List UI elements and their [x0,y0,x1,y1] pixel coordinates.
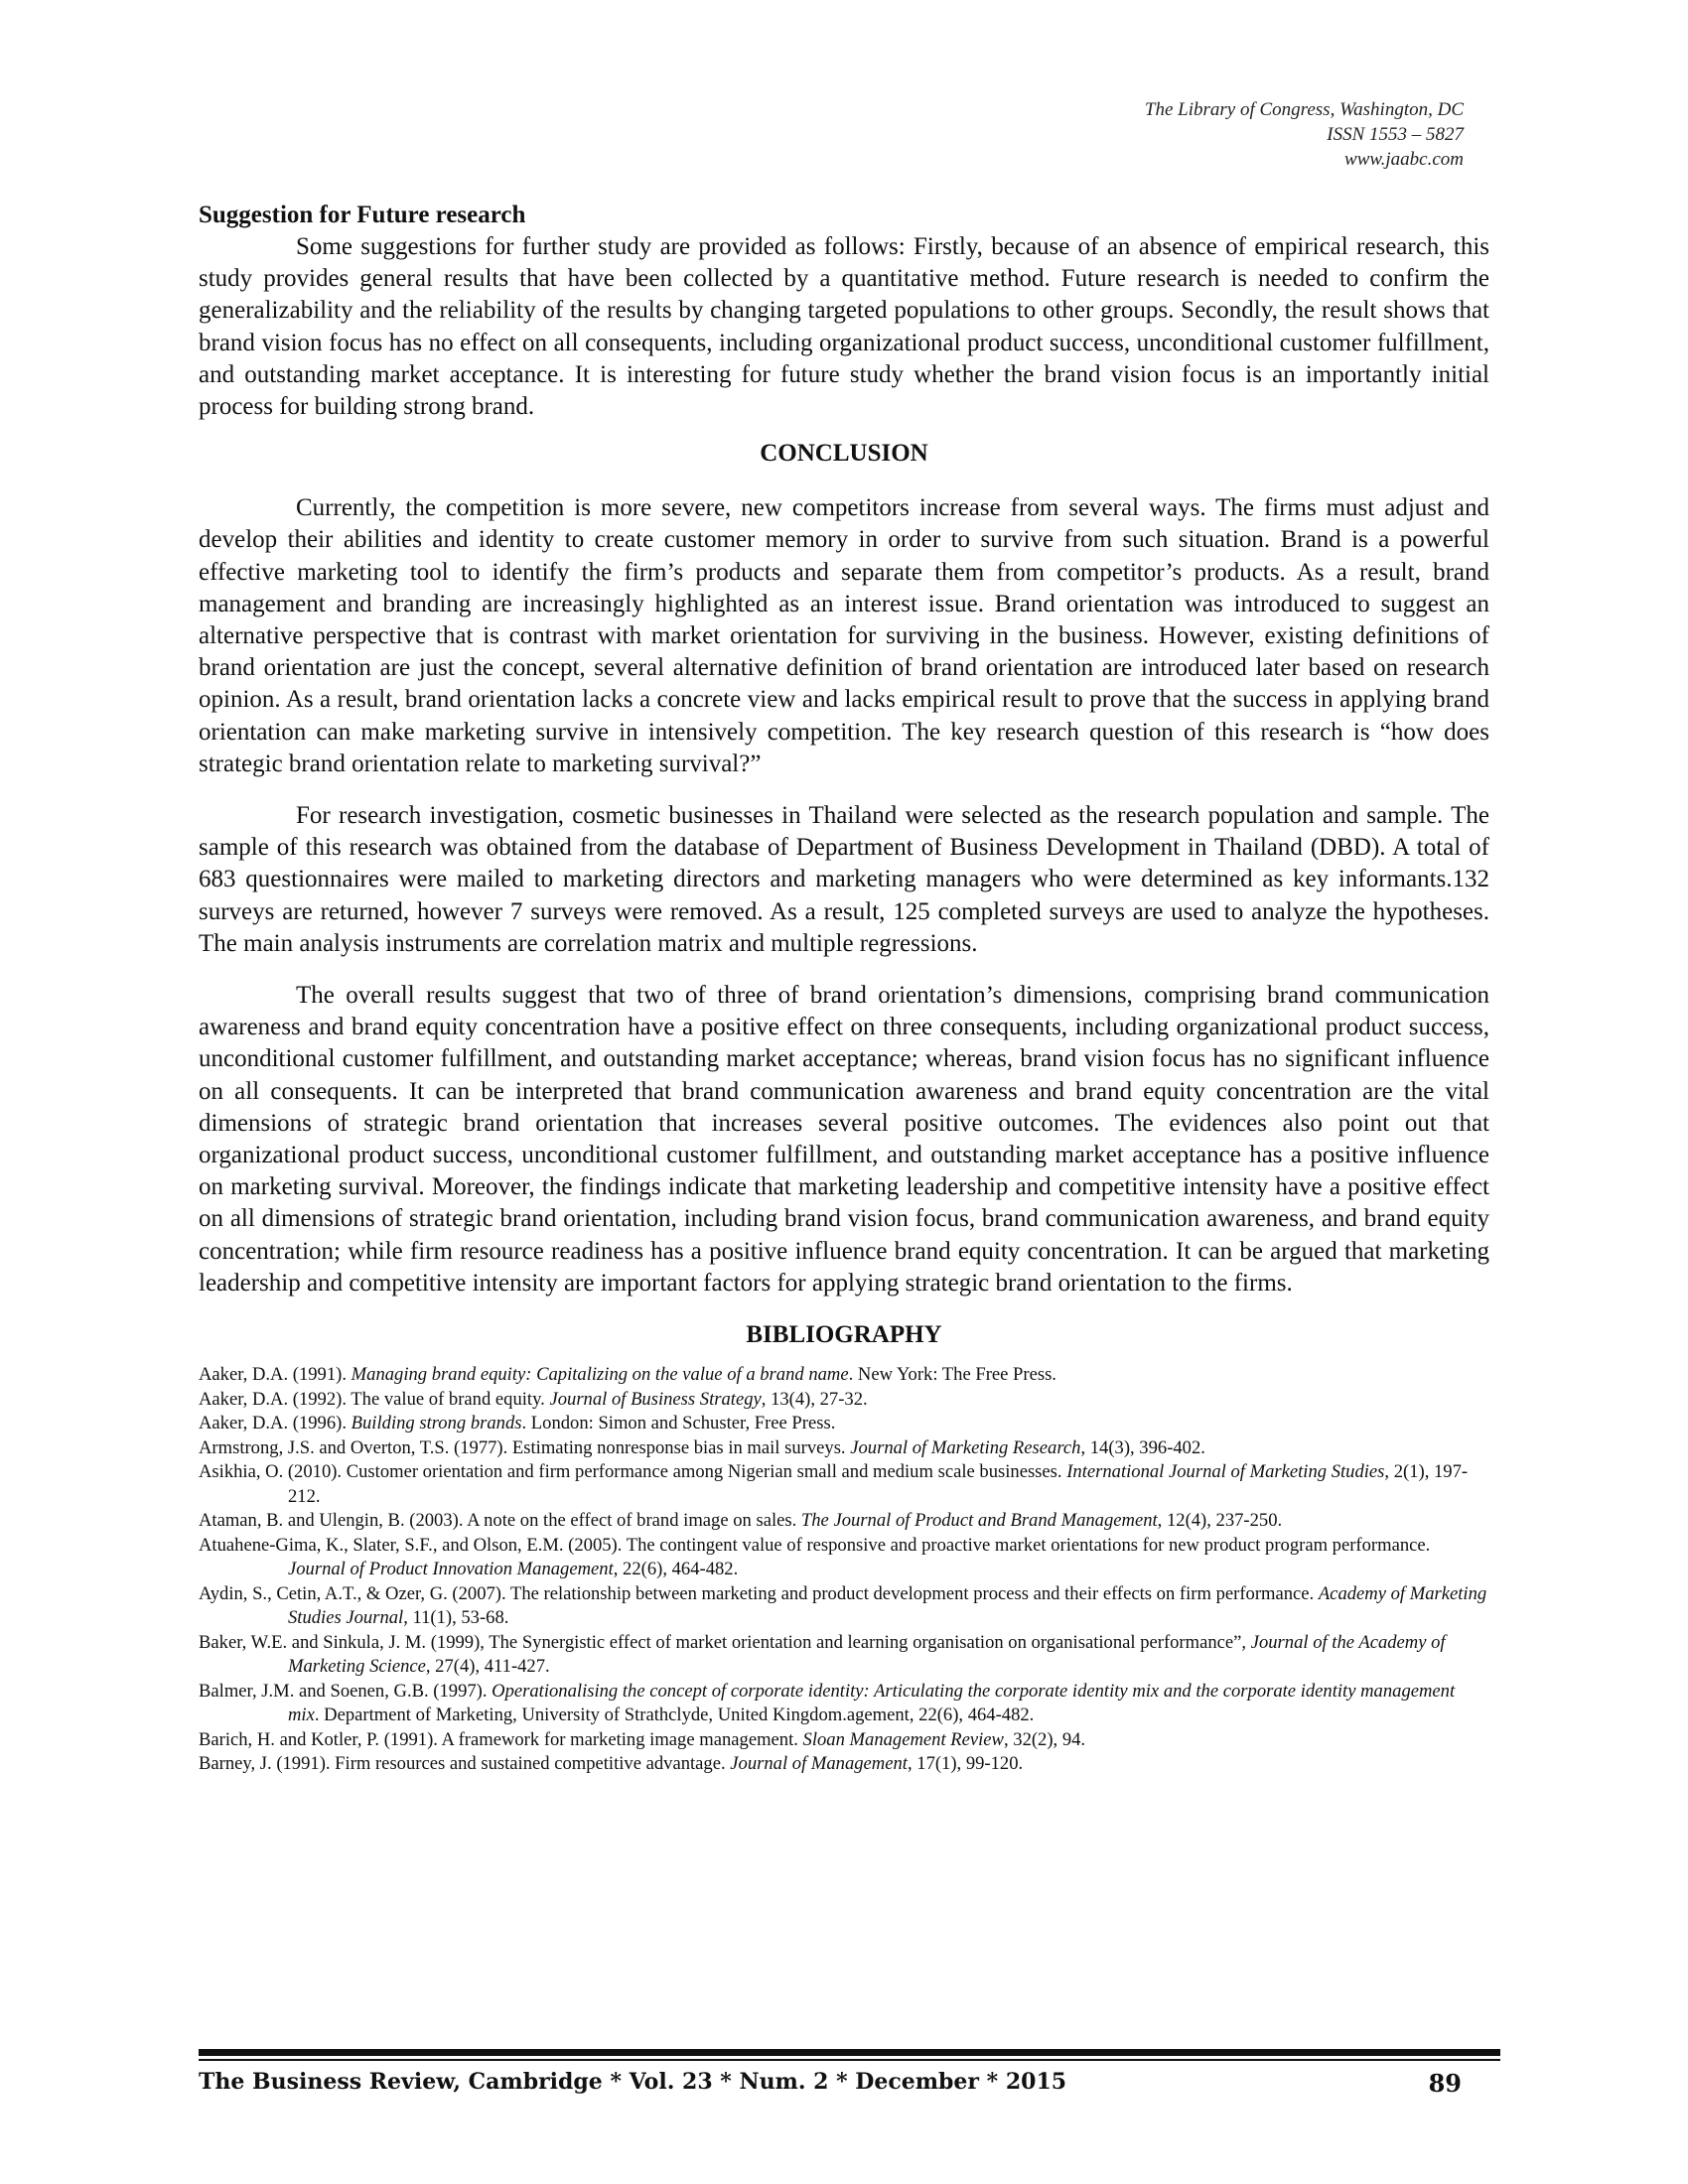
bib-entry-details: . New York: The Free Press. [848,1364,1056,1386]
bib-entry-source: Operationalising the concept of corporate identity: Articulating the corporate identity mix and the corporate identity management mix [288,1680,1456,1726]
bib-entry [199,1631,1489,1680]
bib-entry-details: . London: Simon and Schuster, Free Press. [521,1413,836,1434]
bib-entry-source: Journal of the Academy of Marketing Science [288,1631,1446,1678]
conclusion-paragraph-3: The overall results suggest that two of three of brand orientation’s dimensions, comprising brand communication awareness and brand equity concentration have a positive effect on three consequents, including organizational product success, unconditional customer fulfillment, and outstanding market acceptance; whereas, brand vision focus has no significant influence on all consequents. It can be interpreted that brand communication awareness and brand equity concentration are the vital dimensions of strategic brand orientation that increases several positive outcomes. The evidences also point out that organizational product success, unconditional customer fulfillment, and outstanding market acceptance has a positive influence on marketing survival. Moreover, the findings indicate that marketing leadership and competitive intensity have a positive effect on all dimensions of strategic brand orientation, including brand vision focus, brand communication awareness, and brand equity concentration; while firm resource readiness has a positive influence brand equity concentration. It can be argued that marketing leadership and competitive intensity are important factors for applying strategic brand orientation to the firms. [199,982,1489,1297]
bib-entry-details: , 11(1), 53-68. [403,1607,509,1629]
bib-entry-details: , 13(4), 27-32. [761,1388,868,1410]
bibliography-title: BIBLIOGRAPHY [746,1321,942,1349]
footer-rule [199,2049,1500,2061]
bib-entry-text: Barich, H. and Kotler, P. (1991). A framework for marketing image management. [199,1728,803,1750]
bib-entry [199,1680,1489,1728]
page-number: 89 [1428,2069,1462,2098]
bib-entry [199,1509,1489,1534]
bib-entry [199,1460,1489,1509]
bib-entry-text: Aaker, D.A. (1991). [199,1364,352,1386]
future-research-heading: Suggestion for Future research [199,202,526,228]
bib-entry [199,1752,1489,1777]
bib-entry-source: Building strong brands [351,1413,522,1434]
bib-entry-text: Balmer, J.M. and Soenen, G.B. (1997). [199,1680,492,1702]
bib-entry-source: Journal of Marketing Research [850,1436,1081,1458]
bib-entry-details: , 32(2), 94. [1003,1728,1086,1750]
bib-entry-details: . Department of Marketing, University of Strathclyde, United Kingdom.agement, 22(6), 464-482. [314,1705,1035,1726]
bib-entry [199,1363,1489,1388]
future-research-paragraph: Some suggestions for further study are provided as follows: Firstly, because of an absence of empirical research, this study provides general results that have been collected by a quantitative method. Future research is needed to confirm the generalizability and the reliability of the results by changing targeted populations to other groups. Secondly, the result shows that brand vision focus has no effect on all consequents, including organizational product success, unconditional customer fulfillment, and outstanding market acceptance. It is interesting for future study whether the brand vision focus is an importantly initial process for building strong brand. [199,233,1489,421]
header-website: www.jaabc.com [1344,149,1464,170]
bib-entry-source: Journal of Product Innovation Management [288,1559,614,1580]
bibliography-list [199,1363,1489,1777]
bib-entry-source: Managing brand equity: Capitalizing on the value of a brand name [351,1364,849,1386]
bib-entry-text: Armstrong, J.S. and Overton, T.S. (1977). Estimating nonresponse bias in mail surveys. [199,1436,851,1458]
bib-entry [199,1388,1489,1413]
footer-journal: The Business Review, Cambridge * Vol. 23 * Num. 2 * December * 2015 [199,2069,1067,2095]
bib-entry-text: Asikhia, O. (2010). Customer orientation and firm performance among Nigerian small and medium scale businesses. [199,1461,1067,1483]
bib-entry-source: Journal of Business Strategy [549,1388,762,1410]
bib-entry-details: , 22(6), 464-482. [613,1559,739,1580]
bib-entry-text: Aydin, S., Cetin, A.T., & Ozer, G. (2007). The relationship between marketing and product development process and their effects on firm performance. [199,1582,1319,1604]
bib-entry [199,1534,1489,1582]
bib-entry [199,1412,1489,1436]
header-library: The Library of Congress, Washington, DC [1144,99,1464,120]
bib-entry [199,1728,1489,1753]
conclusion-paragraph-1: Currently, the competition is more severe, new competitors increase from several ways. The firms must adjust and develop their abilities and identity to create customer memory in order to survive from such situation. Brand is a powerful effective marketing tool to identify the firm’s products and separate them from competitor’s products. As a result, brand management and branding are increasingly highlighted as an interest issue. Brand orientation was introduced to suggest an alternative perspective that is contrast with market orientation for surviving in the business. However, existing definitions of brand orientation are just the concept, several alternative definition of brand orientation are introduced later based on research opinion. As a result, brand orientation lacks a concrete view and lacks empirical result to prove that the success in applying brand orientation can make marketing survive in intensively competition. The key research question of this research is “how does strategic brand orientation relate to marketing survival?” [199,494,1489,777]
header-issn: ISSN 1553 – 5827 [1327,124,1464,145]
bib-entry [199,1436,1489,1461]
bib-entry-text: Barney, J. (1991). Firm resources and sustained competitive advantage. [199,1753,731,1775]
bib-entry-details: , 14(3), 396-402. [1080,1436,1205,1458]
bib-entry-source: The Journal of Product and Brand Management [800,1510,1158,1532]
page-body [199,199,1489,1777]
bib-entry-text: Ataman, B. and Ulengin, B. (2003). A note on the effect of brand image on sales. [199,1510,801,1532]
bib-entry-text: Aaker, D.A. (1992). The value of brand equity. [199,1388,550,1410]
bib-entry-text: Baker, W.E. and Sinkula, J. M. (1999), The Synergistic effect of market orientation and learning organisation on organisational performance”, [199,1631,1251,1653]
bib-entry-details: , 17(1), 99-120. [907,1753,1024,1775]
bib-entry-source: Academy of Marketing Studies Journal [288,1582,1487,1629]
bib-entry-details: , 12(4), 237-250. [1157,1510,1283,1532]
bib-entry-source: Journal of Management [730,1753,908,1775]
running-header [1145,97,1464,172]
conclusion-title: CONCLUSION [760,440,928,468]
bib-entry-text: Aaker, D.A. (1996). [199,1413,352,1434]
conclusion-paragraph-2: For research investigation, cosmetic businesses in Thailand were selected as the research population and sample. The sample of this research was obtained from the database of Department of Business Development in Thailand (DBD). A total of 683 questionnaires were mailed to marketing directors and marketing managers who were determined as key informants.132 surveys are returned, however 7 surveys were removed. As a result, 125 completed surveys are used to analyze the hypotheses. The main analysis instruments are correlation matrix and multiple regressions. [199,802,1489,957]
bib-entry-details: , 2(1), 197-212. [288,1461,1469,1507]
bib-entry [199,1582,1489,1631]
bib-entry-text: Atuahene-Gima, K., Slater, S.F., and Olson, E.M. (2005). The contingent value of responsive and proactive market orientations for new product program performance. [199,1534,1431,1556]
bib-entry-source: Sloan Management Review [802,1728,1004,1750]
bib-entry-details: , 27(4), 411-427. [425,1656,550,1678]
bib-entry-source: International Journal of Marketing Studies [1066,1461,1385,1483]
